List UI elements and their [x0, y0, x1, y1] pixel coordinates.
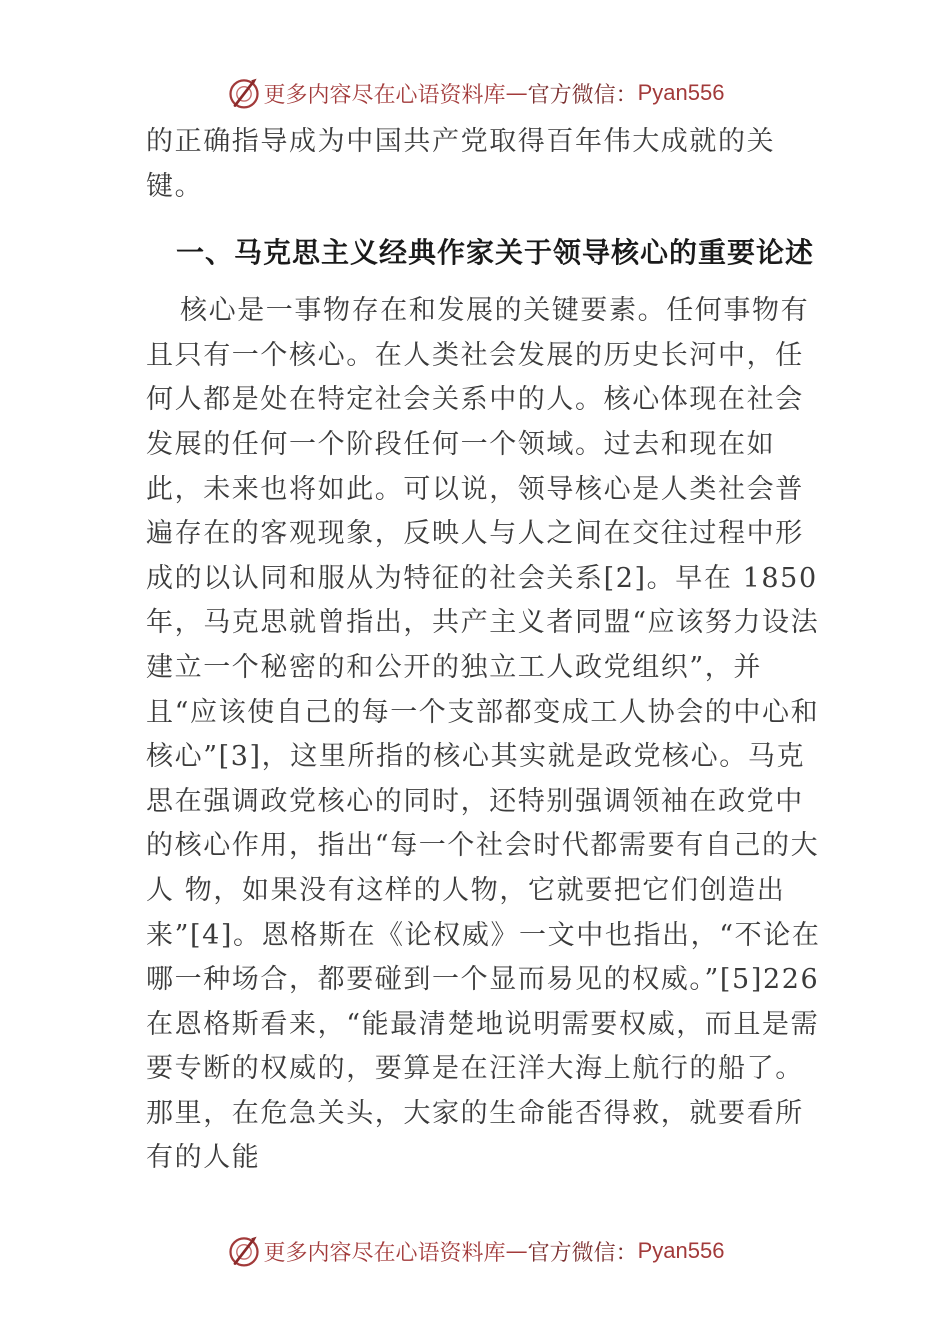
logo-icon: [226, 1233, 262, 1269]
continuation-paragraph: 的正确指导成为中国共产党取得百年伟大成就的关键。: [146, 126, 776, 202]
banner-title: 更多内容尽在心语资料库: [263, 1240, 506, 1266]
section-heading: 一、马克思主义经典作家关于领导核心的重要论述: [176, 236, 815, 270]
banner-wechat-id: Pyan556: [637, 80, 725, 105]
banner-wechat-id: Pyan556: [637, 1238, 725, 1263]
footer-banner: [0, 1226, 950, 1276]
logo-icon: [226, 75, 262, 111]
header-banner: [0, 68, 950, 118]
banner-wechat-label: 官方微信：: [527, 1240, 638, 1266]
document-body: [146, 120, 821, 1181]
banner-separator: —: [505, 1238, 528, 1264]
banner-wechat-label: 官方微信：: [527, 82, 638, 108]
banner-title: 更多内容尽在心语资料库: [263, 82, 506, 108]
banner-separator: —: [505, 80, 528, 106]
body-paragraph: 核心是一事物存在和发展的关键要素。任何事物有且只有一个核心。在人类社会发展的历史长河中，任何人都是处在特定社会关系中的人。核心体现在社会发展的任何一个阶段任何一个领域。过去和现在如此，未来也将如此。可以说，领导核心是人类社会普遍存在的客观现象，反映人与人之间在交往过程中形成的以认同和服从为特征的社会关系[2]。早在 1850 年，马克思就曾指出，共产主义者同盟“应该努力设法建立一个秘密的和公开的独立工人政党组织”，并且“应该使自己的每一个支部都变成工人协会的中心和核心”[3]，这里所指的核心其实就是政党核心。马克思在强调政党核心的同时，还特别强调领袖在政党中的核心作用，指出“每一个社会时代都需要有自己的大人 物，如果没有这样的人物，它就要把它们创造出来”[4]。恩格斯在《论权威》一文中也指出，“不论在哪一种场合，都要碰到一个显而易见的权威。”[5]226 在恩格斯看来，“能最清楚地说明需要权威，而且是需要专断的权威的，要算是在汪洋大海上航行的船了。那里，在危急关头，大家的生命能否得救，就要看所有的人能: [146, 295, 821, 1174]
